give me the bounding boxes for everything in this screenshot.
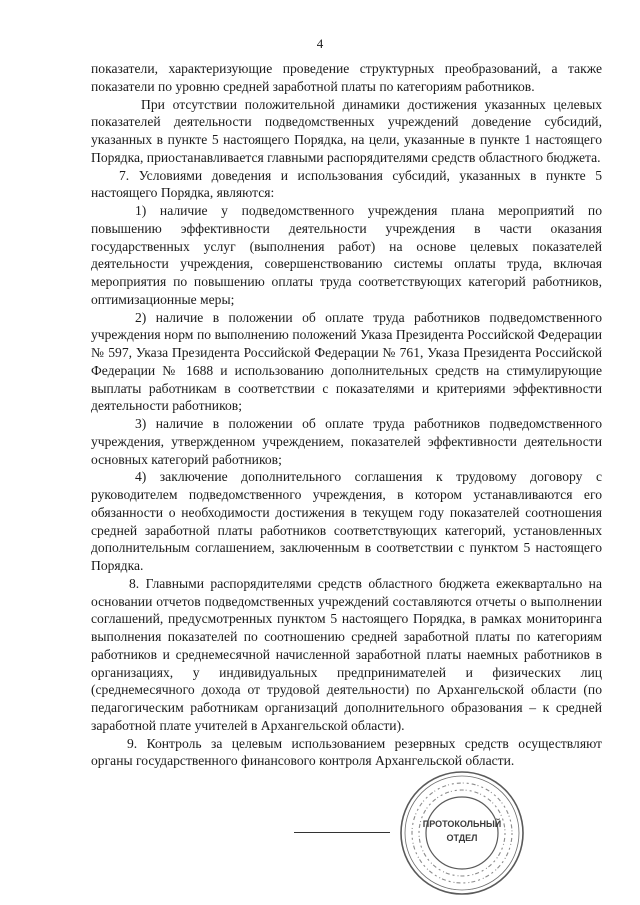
paragraph-absence-of-dynamics: При отсутствии положительной динамики достижения указанных целевых показателей деятельности подведомственных учреждений доведение субсидий, указанных в пункте 5 настоящего Порядка, на цели, указанные в пункте 1 настоящего Порядка, приостанавливается главными распорядителями средств областного бюджета. bbox=[91, 96, 602, 165]
protocol-department-stamp bbox=[398, 769, 526, 897]
stamp-line-1: ПРОТОКОЛЬНЫЙ bbox=[422, 819, 502, 829]
paragraph-item-8: 8. Главными распорядителями средств областного бюджета ежеквартально на основании отчетов подведомственных учреждений составляются отчеты о выполнении соглашений, предусмотренных пунктом 5 настоящего Порядка, в рамках мониторинга выполнения показателей по соотношению средней заработной платы по категориям работников и среднемесячной начисленной заработной платы наемных работников в организациях, у индивидуальных предпринимателей и физических лиц (среднемесячного дохода от трудовой деятельности) по Архангельской области (по педагогическим работникам организаций дополнительного образования – к средней заработной плате учителей в Архангельской области). bbox=[91, 575, 602, 733]
paragraph-item-7: 7. Условиями доведения и использования субсидий, указанных в пункте 5 настоящего Порядка, являются: bbox=[91, 167, 602, 201]
paragraph-item-7-3: 3) наличие в положении об оплате труда работников подведомственного учреждения, утвержденном учреждением, показателей эффективности деятельности основных категорий работников; bbox=[91, 416, 602, 467]
signature-line bbox=[294, 832, 390, 833]
document-body bbox=[91, 60, 602, 770]
paragraph-item-7-2: 2) наличие в положении об оплате труда работников подведомственного учреждения норм по выполнению положений Указа Президента Российской Федерации № 597, Указа Президента Российской Федерации № 761, Указа Президента Российской Федерации № 1688 и использованию дополнительных средств на стимулирующие выплаты работникам в соответствии с показателями и критериями эффективности деятельности работников; bbox=[91, 309, 602, 414]
paragraph-item-7-4: 4) заключение дополнительного соглашения к трудовому договору с руководителем подведомственного учреждения, в котором устанавливаются его обязанности о необходимости достижения в текущем году показателей соотношения средней заработной платы работников соответствующих категорий, установленных дополнительным соглашением, заключенным в соответствии с пунктом 5 настоящего Порядка. bbox=[91, 469, 602, 573]
page-number: 4 bbox=[316, 36, 324, 51]
paragraph-continuation: показатели, характеризующие проведение структурных преобразований, а также показатели по уровню средней заработной платы по категориям работников. bbox=[91, 61, 602, 94]
paragraph-item-9: 9. Контроль за целевым использованием резервных средств осуществляют органы государственного финансового контроля Архангельской области. bbox=[91, 735, 602, 769]
stamp-line-2: ОТДЕЛ bbox=[446, 833, 478, 843]
paragraph-item-7-1: 1) наличие у подведомственного учреждения плана мероприятий по повышению эффективности деятельности учреждения в части оказания государственных услуг (выполнения работ) на основе целевых показателей деятельности учреждения, совершенствованию системы оплаты труда, включая мероприятия по повышению оплаты труда соответствующих категорий работников, оптимизационные меры; bbox=[91, 203, 602, 307]
